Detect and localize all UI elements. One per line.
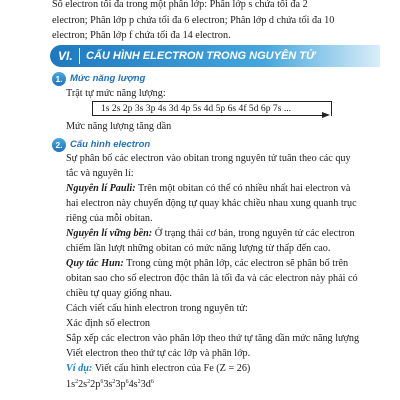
- rules-intro-line-2: tắc và nguyên lí:: [66, 168, 134, 179]
- pauli-line-3: riêng của mỗi obitan.: [66, 213, 153, 224]
- example-term: Ví dụ:: [66, 363, 93, 374]
- hund-line-3: chiều tự quay giống nhau.: [66, 288, 172, 299]
- pauli-line-2: hai electron này chuyển động tự quay khác chiều nhau xung quanh trục: [66, 198, 357, 209]
- hund-term: Quy tắc Hun:: [66, 258, 124, 269]
- how-to-step-3: Viết electron theo thứ tự các lớp và phân lớp.: [66, 348, 251, 359]
- energy-levels-sequence: 1s 2s 2p 3s 3p 4s 3d 4p 5s 4d 5p 6s 4f 5d 6p 7s ...: [101, 103, 292, 114]
- section-number: VI.: [58, 49, 73, 63]
- arrow-right-icon: [322, 112, 330, 118]
- hund-line-2: obitan sao cho số electron độc thân là tối đa và các electron này phải có: [66, 273, 358, 284]
- energy-arrow-line: [92, 115, 324, 116]
- energy-levels-box: [92, 101, 332, 116]
- banner-divider: [79, 48, 80, 64]
- pauli-line-1: [66, 183, 350, 195]
- energy-arrow-caption: Mức năng lượng tăng dần: [66, 121, 172, 132]
- how-to-step-1: Xác định số electron: [66, 318, 151, 329]
- section-banner: [50, 45, 380, 67]
- intro-line-3: electron; Phân lớp f chứa tối đa 14 electron.: [52, 30, 231, 41]
- stable-line-1: [66, 228, 355, 240]
- how-to-step-2: Sắp xếp các electron vào phân lớp theo thứ tự tăng dần mức năng lượng: [66, 333, 360, 344]
- hund-line-1: [66, 258, 348, 270]
- pauli-term: Nguyên lí Pauli:: [66, 183, 136, 194]
- section-title: CẤU HÌNH ELECTRON TRONG NGUYÊN TỬ: [86, 50, 315, 62]
- rules-intro-line-1: Sự phân bố các electron vào obitan trong nguyên tử tuân theo các quy: [66, 153, 351, 164]
- intro-line-1: Số electron tối đa trong một phân lớp: Phân lớp s chứa tối đa 2: [52, 0, 308, 10]
- pauli-text: Trên một obitan có thể có nhiều nhất hai electron và: [135, 183, 351, 194]
- intro-line-2: electron; Phân lớp p chứa tối đa 6 electron; Phân lớp d chứa tối đa 10: [52, 15, 335, 26]
- stable-text: Ở trạng thái cơ bản, trong nguyên tử các electron: [152, 228, 355, 239]
- sub2-title: Cấu hình electron: [70, 139, 151, 150]
- sub1-number-badge: 1.: [52, 72, 66, 86]
- stable-term: Nguyên lí vững bền:: [66, 228, 153, 239]
- hund-text: Trong cùng một phân lớp, các electron sẽ phân bố trên: [123, 258, 349, 269]
- example-text: Viết cấu hình electron của Fe (Z = 26): [92, 363, 251, 374]
- sub1-title: Mức năng lượng: [70, 73, 146, 84]
- how-to-title: Cách viết cấu hình electron trong nguyên tử:: [66, 303, 248, 314]
- stable-line-2: chiếm lần lượt những obitan có mức năng lượng từ thấp đến cao.: [66, 243, 331, 254]
- fe-configuration: $1s^22s^22p^63s^23p^64s^23d^6$: [66, 379, 154, 390]
- energy-order-label: Trật tự mức năng lượng:: [66, 88, 166, 99]
- example-line: [66, 363, 250, 375]
- sub2-number-badge: 2.: [52, 138, 66, 152]
